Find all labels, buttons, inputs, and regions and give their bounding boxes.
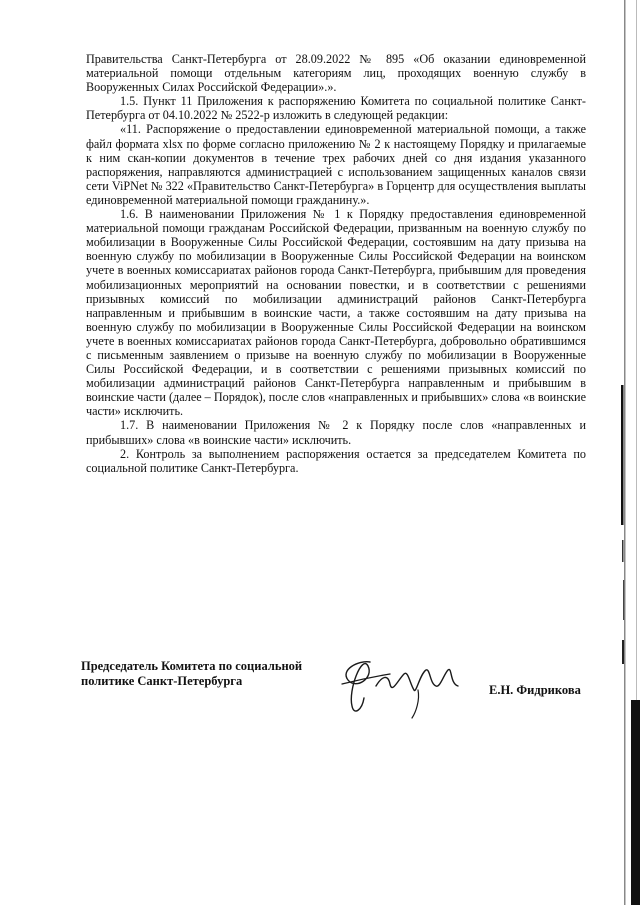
handwritten-signature	[318, 640, 478, 730]
paragraph-1-6: 1.6. В наименовании Приложения № 1 к Порядку предоставления единовременной материальной помощи гражданам Российской Федерации, призванным на военную службу по мобилизации в Вооруженные Силы Российской Федерации, состоявшим на дату призыва на военную службу по мобилизации в Вооруженные Силы Российской Федерации на воинском учете в военных комиссариатах районов города Санкт-Петербурга, прибывшим для проведения мобилизационных мероприятий на основании повестки, и в соответствии с решениями призывных комиссий по мобилизации администраций районов Санкт-Петербурга направленным и прибывшим в воинские части, а также состоявшим на дату призыва на военную службу по мобилизации в Вооруженные Силы Российской Федерации на воинском учете в военных комиссариатах районов города Санкт-Петербурга, добровольно обратившимся с письменным заявлением о призыве на военную службу по мобилизации в Вооруженные Силы Российской Федерации, и в соответствии с решениями призывных комиссий по мобилизации администраций районов Санкт-Петербурга направленным и прибывшим в воинские части (далее – Порядок), после слов «направленных и прибывших» слова «в воинские части» исключить.	[86, 207, 586, 419]
paragraph-1-7: 1.7. В наименовании Приложения № 2 к Порядку после слов «направленных и прибывших» слова «в воинские части» исключить.	[86, 418, 586, 447]
scan-edge-artifact	[619, 0, 640, 905]
paragraph-1-5: 1.5. Пункт 11 Приложения к распоряжению Комитета по социальной политике Санкт-Петербурга от 04.10.2022 № 2522-р изложить в следующей редакции:	[86, 94, 586, 123]
paragraph-2: 2. Контроль за выполнением распоряжения остается за председателем Комитета по социальной политике Санкт-Петербурга.	[86, 446, 586, 475]
paragraph-quoted-item-11: «11. Распоряжение о предоставлении единовременной материальной помощи, а также файл формата xlsx по форме согласно приложению № 2 к настоящему Порядку и прилагаемые к ним скан-копии документов в течение трех рабочих дней со дня издания указанного распоряжения, направляются администрацией с использованием защищенных каналов связи сети ViPNet № 322 «Правительство Санкт-Петербурга» в Горцентр для осуществления выплаты единовременной материальной помощи гражданину.».	[86, 122, 586, 207]
document-body	[86, 52, 586, 475]
signatory-position-line1: Председатель Комитета по социальной	[81, 659, 303, 673]
signatory-name: Е.Н. Фидрикова	[489, 683, 581, 697]
signatory-position	[81, 659, 311, 689]
paragraph-continuation: Правительства Санкт-Петербурга от 28.09.2022 № 895 «Об оказании единовременной материальной помощи отдельным категориям лиц, проходящих военную службу в Вооруженных Силах Российской Федерации».».	[86, 52, 586, 95]
signatory-position-line2: политике Санкт-Петербурга	[81, 674, 243, 688]
